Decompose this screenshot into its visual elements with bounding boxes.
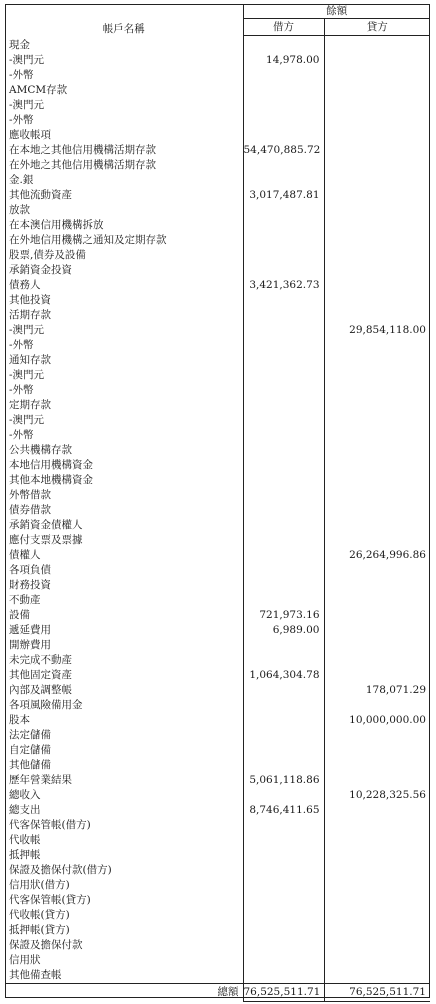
credit-cell — [324, 863, 430, 878]
debit-cell — [243, 173, 324, 188]
debit-cell — [243, 398, 324, 413]
total-credit: 76,525,511.71 — [324, 984, 430, 1002]
credit-cell — [324, 36, 430, 54]
table-row — [5, 53, 430, 68]
debit-cell — [243, 458, 324, 473]
debit-cell — [243, 848, 324, 863]
debit-cell: 6,989.00 — [243, 623, 324, 638]
credit-cell: 10,000,000.00 — [349, 714, 426, 726]
total-row — [5, 984, 430, 1002]
credit-cell — [324, 848, 430, 863]
account-name-cell: 設備 — [5, 608, 243, 623]
account-name-cell: 保證及擔保付款 — [5, 938, 243, 953]
debit-cell — [243, 338, 324, 353]
account-name-cell: -澳門元 — [5, 413, 243, 428]
credit-cell — [324, 53, 430, 68]
total-debit: 76,525,511.71 — [243, 984, 324, 1002]
table-row — [5, 578, 430, 593]
table-row — [5, 818, 430, 833]
table-row — [5, 398, 430, 413]
table-row — [5, 938, 430, 953]
account-name-cell: 代客保管帳(借方) — [5, 818, 243, 833]
account-name-cell: -外幣 — [5, 338, 243, 353]
credit-cell — [324, 698, 430, 713]
debit-cell — [243, 353, 324, 368]
account-name-cell: -澳門元 — [5, 53, 243, 68]
debit-cell — [243, 593, 324, 608]
debit-cell — [243, 818, 324, 833]
account-name-cell: 在外地之其他信用機構活期存款 — [5, 158, 243, 173]
debit-cell: 14,978.00 — [243, 53, 324, 68]
debit-cell — [243, 323, 324, 338]
account-name-cell: 股本 — [5, 713, 243, 728]
account-name-cell: 其他本地機構資金 — [5, 473, 243, 488]
table-row — [5, 458, 430, 473]
credit-cell — [324, 908, 430, 923]
account-name-cell: 放款 — [5, 203, 243, 218]
table-row — [5, 593, 430, 608]
table-row — [5, 548, 430, 563]
credit-cell — [324, 68, 430, 83]
debit-cell — [243, 158, 324, 173]
credit-cell — [324, 218, 430, 233]
table-row — [5, 98, 430, 113]
account-name-cell: 債務人 — [5, 278, 243, 293]
credit-cell — [324, 773, 430, 788]
credit-cell — [324, 248, 430, 263]
debit-cell — [243, 938, 324, 953]
table-row — [5, 383, 430, 398]
table-row — [5, 713, 430, 728]
debit-cell: 3,017,487.81 — [243, 188, 324, 203]
table-row — [5, 128, 430, 143]
debit-cell — [243, 128, 324, 143]
credit-cell: 10,228,325.56 — [349, 789, 426, 801]
credit-cell — [324, 278, 430, 293]
table-row — [5, 638, 430, 653]
account-name-header: 帳戶名稱 — [5, 4, 243, 36]
table-row — [5, 968, 430, 984]
account-name-cell: 抵押帳 — [5, 848, 243, 863]
debit-cell — [243, 233, 324, 248]
debit-cell — [243, 743, 324, 758]
credit-cell — [324, 938, 430, 953]
account-name-cell: 現金 — [5, 36, 243, 54]
table-row — [5, 623, 430, 638]
debit-cell — [243, 113, 324, 128]
table-row — [5, 338, 430, 353]
debit-cell — [243, 923, 324, 938]
table-row — [5, 533, 430, 548]
trial-balance-sheet — [5, 4, 430, 998]
table-row — [5, 428, 430, 443]
credit-cell — [324, 443, 430, 458]
debit-cell — [243, 368, 324, 383]
debit-cell — [243, 788, 324, 803]
credit-cell — [324, 263, 430, 278]
credit-cell — [324, 83, 430, 98]
table-row — [5, 788, 430, 803]
debit-cell — [243, 218, 324, 233]
debit-cell — [243, 428, 324, 443]
table-header — [5, 4, 430, 36]
account-name-cell: 債權人 — [5, 548, 243, 563]
credit-cell — [324, 623, 430, 638]
account-name-cell: 其他流動資產 — [5, 188, 243, 203]
credit-cell — [324, 353, 430, 368]
credit-cell: 178,071.29 — [365, 684, 426, 696]
credit-cell — [324, 383, 430, 398]
table-row — [5, 203, 430, 218]
debit-cell — [243, 36, 324, 54]
table-row — [5, 803, 430, 818]
credit-cell — [324, 113, 430, 128]
debit-cell — [243, 638, 324, 653]
table-row — [5, 728, 430, 743]
table-row — [5, 503, 430, 518]
debit-cell — [243, 503, 324, 518]
debit-cell: 54,470,885.72 — [243, 143, 324, 158]
debit-cell — [243, 383, 324, 398]
account-name-cell: AMCM存款 — [5, 83, 243, 98]
credit-cell — [324, 833, 430, 848]
credit-cell — [324, 428, 430, 443]
account-name-cell: 其他備查帳 — [5, 968, 243, 984]
account-name-cell: 各項負債 — [5, 563, 243, 578]
table-row — [5, 878, 430, 893]
debit-cell: 721,973.16 — [243, 608, 324, 623]
table-row — [5, 413, 430, 428]
credit-cell — [324, 593, 430, 608]
table-row — [5, 248, 430, 263]
debit-cell — [243, 488, 324, 503]
account-name-cell: 不動產 — [5, 593, 243, 608]
account-name-cell: 本地信用機構資金 — [5, 458, 243, 473]
credit-cell — [324, 608, 430, 623]
credit-cell — [324, 368, 430, 383]
credit-cell — [324, 893, 430, 908]
account-name-cell: 各項風險備用金 — [5, 698, 243, 713]
account-name-cell: 保證及擔保付款(借方) — [5, 863, 243, 878]
account-name-cell: 開辦費用 — [5, 638, 243, 653]
account-name-cell: -外幣 — [5, 113, 243, 128]
account-name-cell: -澳門元 — [5, 98, 243, 113]
credit-cell — [324, 758, 430, 773]
account-balance-table — [5, 4, 430, 1002]
debit-cell — [243, 578, 324, 593]
table-row — [5, 218, 430, 233]
total-label: 總額 — [5, 984, 243, 1002]
account-name-cell: 在外地信用機構之通知及定期存款 — [5, 233, 243, 248]
credit-cell: 26,264,996.86 — [349, 549, 426, 561]
table-row — [5, 158, 430, 173]
credit-cell — [324, 473, 430, 488]
table-row — [5, 518, 430, 533]
account-name-cell: 代收帳(貸方) — [5, 908, 243, 923]
table-row — [5, 923, 430, 938]
credit-cell — [324, 668, 430, 683]
table-row — [5, 36, 430, 54]
table-row — [5, 233, 430, 248]
table-row — [5, 173, 430, 188]
credit-cell — [324, 188, 430, 203]
credit-cell — [324, 953, 430, 968]
debit-cell — [243, 263, 324, 278]
credit-cell — [324, 308, 430, 323]
account-name-cell: 信用狀(借方) — [5, 878, 243, 893]
account-name-cell: 總支出 — [5, 803, 243, 818]
table-row — [5, 653, 430, 668]
credit-cell — [324, 143, 430, 158]
credit-cell — [324, 578, 430, 593]
debit-cell — [243, 293, 324, 308]
credit-cell — [324, 638, 430, 653]
debit-cell — [243, 473, 324, 488]
table-row — [5, 698, 430, 713]
debit-cell — [243, 953, 324, 968]
debit-cell — [243, 563, 324, 578]
debit-cell — [243, 548, 324, 563]
credit-cell — [324, 743, 430, 758]
debit-cell — [243, 683, 324, 698]
account-name-cell: 總收入 — [5, 788, 243, 803]
table-row — [5, 608, 430, 623]
credit-cell — [324, 533, 430, 548]
account-name-cell: 代客保管帳(貸方) — [5, 893, 243, 908]
debit-cell: 3,421,362.73 — [243, 278, 324, 293]
credit-cell — [324, 968, 430, 984]
debit-cell — [243, 533, 324, 548]
debit-cell — [243, 308, 324, 323]
credit-cell — [324, 923, 430, 938]
account-name-cell: 法定儲備 — [5, 728, 243, 743]
account-name-cell: 財務投資 — [5, 578, 243, 593]
account-name-cell: 通知存款 — [5, 353, 243, 368]
table-row — [5, 758, 430, 773]
account-name-cell: 活期存款 — [5, 308, 243, 323]
table-row — [5, 293, 430, 308]
table-row — [5, 668, 430, 683]
credit-cell — [324, 173, 430, 188]
table-row — [5, 908, 430, 923]
account-name-cell: 歷年營業結果 — [5, 773, 243, 788]
credit-cell — [324, 233, 430, 248]
account-name-cell: 信用狀 — [5, 953, 243, 968]
table-row — [5, 83, 430, 98]
debit-cell — [243, 83, 324, 98]
account-name-cell: 應收帳項 — [5, 128, 243, 143]
table-row — [5, 443, 430, 458]
debit-cell — [243, 893, 324, 908]
account-name-cell: -外幣 — [5, 428, 243, 443]
debit-cell — [243, 833, 324, 848]
table-row — [5, 563, 430, 578]
table-row — [5, 278, 430, 293]
account-name-cell: 外幣借款 — [5, 488, 243, 503]
debit-cell: 8,746,411.65 — [243, 803, 324, 818]
debit-cell — [243, 518, 324, 533]
credit-cell — [324, 128, 430, 143]
account-name-cell: 金.銀 — [5, 173, 243, 188]
account-name-cell: 未完成不動產 — [5, 653, 243, 668]
debit-cell — [243, 863, 324, 878]
credit-cell — [324, 818, 430, 833]
table-row — [5, 953, 430, 968]
credit-cell — [324, 518, 430, 533]
account-name-cell: 應付支票及票據 — [5, 533, 243, 548]
debit-cell — [243, 248, 324, 263]
account-name-cell: 遞延費用 — [5, 623, 243, 638]
account-name-cell: 其他儲備 — [5, 758, 243, 773]
credit-cell — [324, 653, 430, 668]
table-row — [5, 308, 430, 323]
account-name-cell: -澳門元 — [5, 323, 243, 338]
account-name-cell: 債券借款 — [5, 503, 243, 518]
debit-cell — [243, 68, 324, 83]
credit-cell — [324, 563, 430, 578]
account-name-cell: 承銷資金投資 — [5, 263, 243, 278]
account-name-cell: 在本澳信用機構拆放 — [5, 218, 243, 233]
table-row — [5, 773, 430, 788]
account-name-cell: 定期存款 — [5, 398, 243, 413]
table-row — [5, 113, 430, 128]
credit-header: 貸方 — [324, 19, 430, 36]
debit-cell — [243, 413, 324, 428]
debit-cell — [243, 98, 324, 113]
debit-cell — [243, 878, 324, 893]
debit-cell — [243, 968, 324, 984]
credit-cell — [324, 503, 430, 518]
table-row — [5, 68, 430, 83]
credit-cell — [324, 803, 430, 818]
table-row — [5, 488, 430, 503]
table-row — [5, 893, 430, 908]
account-name-cell: -澳門元 — [5, 368, 243, 383]
debit-cell — [243, 443, 324, 458]
table-row — [5, 263, 430, 278]
account-name-cell: 承銷資金債權人 — [5, 518, 243, 533]
table-row — [5, 323, 430, 338]
table-body — [5, 36, 430, 984]
account-name-cell: 股票,債券及設備 — [5, 248, 243, 263]
debit-cell — [243, 713, 324, 728]
account-name-cell: 其他固定資產 — [5, 668, 243, 683]
debit-cell — [243, 203, 324, 218]
credit-cell — [324, 878, 430, 893]
debit-cell: 1,064,304.78 — [243, 668, 324, 683]
debit-cell — [243, 653, 324, 668]
table-row — [5, 863, 430, 878]
credit-cell — [324, 413, 430, 428]
credit-cell — [324, 293, 430, 308]
credit-cell — [324, 488, 430, 503]
balance-header: 餘額 — [243, 4, 430, 19]
account-name-cell: 在本地之其他信用機構活期存款 — [5, 143, 243, 158]
debit-cell: 5,061,118.86 — [243, 773, 324, 788]
debit-cell — [243, 698, 324, 713]
credit-cell — [324, 98, 430, 113]
table-row — [5, 353, 430, 368]
debit-cell — [243, 758, 324, 773]
credit-cell: 29,854,118.00 — [349, 324, 426, 336]
debit-cell — [243, 728, 324, 743]
table-row — [5, 848, 430, 863]
credit-cell — [324, 398, 430, 413]
table-row — [5, 683, 430, 698]
debit-header: 借方 — [243, 19, 324, 36]
account-name-cell: -外幣 — [5, 68, 243, 83]
account-name-cell: 內部及調整帳 — [5, 683, 243, 698]
table-row — [5, 368, 430, 383]
account-name-cell: 自定儲備 — [5, 743, 243, 758]
credit-cell — [324, 728, 430, 743]
account-name-cell: -外幣 — [5, 383, 243, 398]
table-row — [5, 188, 430, 203]
account-name-cell: 其他投資 — [5, 293, 243, 308]
table-row — [5, 143, 430, 158]
debit-cell — [243, 908, 324, 923]
credit-cell — [324, 158, 430, 173]
account-name-cell: 代收帳 — [5, 833, 243, 848]
table-row — [5, 473, 430, 488]
table-row — [5, 833, 430, 848]
credit-cell — [324, 458, 430, 473]
account-name-cell: 公共機構存款 — [5, 443, 243, 458]
table-row — [5, 743, 430, 758]
credit-cell — [324, 338, 430, 353]
credit-cell — [324, 203, 430, 218]
account-name-cell: 抵押帳(貸方) — [5, 923, 243, 938]
